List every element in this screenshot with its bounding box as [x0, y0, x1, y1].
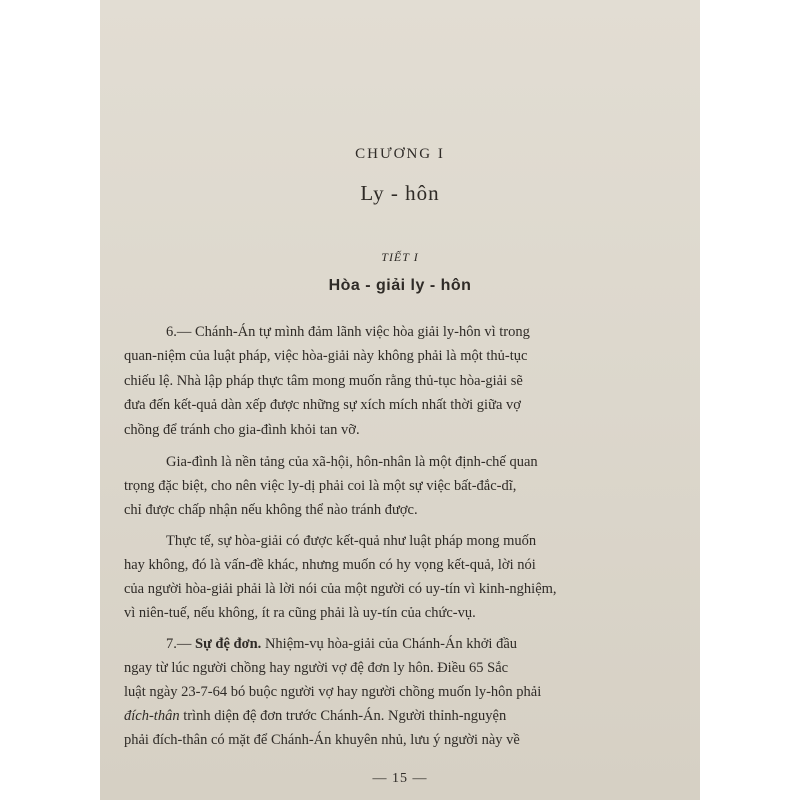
- paragraph-6-line-4: đưa đến kết-quả dàn xếp được những sự xích mích nhất thời giữa vợ: [124, 397, 521, 413]
- section-label: TIẾT I: [381, 250, 419, 264]
- paragraph-6-line-3: chiếu lệ. Nhà lập pháp thực tâm mong muốn rằng thủ-tục hòa-giải sẽ: [124, 373, 523, 389]
- paragraph-text: Chánh-Án tự mình đảm lãnh việc hòa giải ly-hôn vì trong: [195, 324, 530, 340]
- paragraph-7-line-3: luật ngày 23-7-64 bó buộc người vợ hay người chồng muốn ly-hôn phải: [124, 684, 542, 700]
- paragraph-6-line-1: [166, 322, 530, 342]
- paragraph-3-line-4: vì niên-tuế, nếu không, ít ra cũng phải là uy-tín của chức-vụ.: [124, 605, 476, 621]
- paragraph-3-line-3: của người hòa-giải phải là lời nói của một người có uy-tín vì kinh-nghiệm,: [124, 581, 557, 597]
- paragraph-text: trình diện đệ đơn trước Chánh-Án. Người thỉnh-nguyện: [179, 708, 507, 724]
- paragraph-3-line-2: hay không, đó là vấn-đề khác, nhưng muốn có hy vọng kết-quả, lời nói: [124, 557, 536, 573]
- paragraph-number: 6.—: [166, 324, 192, 340]
- paragraph-6-line-5: chồng để tránh cho gia-đình khỏi tan vỡ.: [124, 422, 360, 438]
- chapter-title: Ly - hôn: [360, 181, 440, 205]
- chapter-label: CHƯƠNG I: [355, 146, 445, 162]
- page-number: — 15 —: [372, 771, 428, 786]
- paragraph-2-line-3: chỉ được chấp nhận nếu không thể nào tránh được.: [124, 502, 418, 518]
- paragraph-2-line-2: trọng đặc biệt, cho nên việc ly-dị phải coi là một sự việc bất-đắc-dĩ,: [124, 478, 517, 494]
- paragraph-7-line-4: [124, 706, 506, 726]
- paragraph-7-line-2: ngay từ lúc người chồng hay người vợ đệ đơn ly hôn. Điều 65 Sắc: [124, 660, 509, 676]
- emphasized-term: đích-thân: [124, 708, 180, 724]
- paragraph-text: Nhiệm-vụ hòa-giải của Chánh-Án khởi đầu: [261, 636, 518, 652]
- paragraph-7-line-5: phải đích-thân có mặt để Chánh-Án khuyên nhủ, lưu ý người này về: [124, 732, 520, 748]
- paragraph-3-line-1: Thực tế, sự hòa-giải có được kết-quả như luật pháp mong muốn: [166, 533, 537, 549]
- paragraph-7-line-1: [166, 634, 517, 654]
- book-page: [100, 0, 700, 800]
- paragraph-heading: Sự đệ đơn.: [195, 636, 262, 652]
- paragraph-2-line-1: Gia-đình là nền tảng của xã-hội, hôn-nhân là một định-chế quan: [166, 454, 538, 470]
- section-title: Hòa - giải ly - hôn: [328, 277, 472, 294]
- paragraph-6-line-2: quan-niệm của luật pháp, việc hòa-giải này không phải là một thủ-tục: [124, 348, 528, 364]
- paragraph-number: 7.—: [166, 636, 192, 652]
